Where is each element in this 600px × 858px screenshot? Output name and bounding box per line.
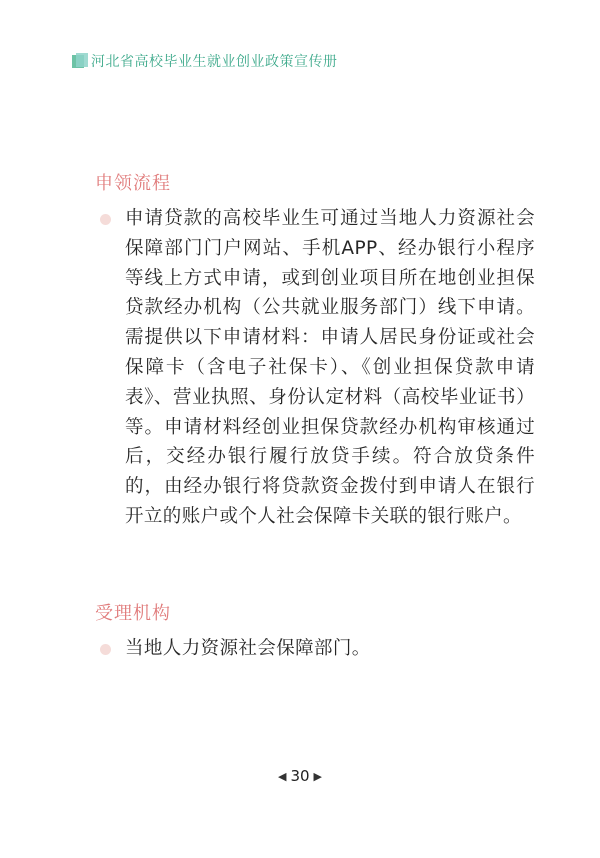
page-number: 30: [290, 767, 310, 785]
bullet-text: 申请贷款的高校毕业生可通过当地人力资源社会保障部门门户网站、手机APP、经办银行小程序等线上方式申请，或到创业项目所在地创业担保贷款经办机构（公共就业服务部门）线下申请。需提供以下申请材料：申请人居民身份证或社会保障卡（含电子社保卡）、《创业担保贷款申请表》、营业执照、身份认定材料（高校毕业证书）等。申请材料经创业担保贷款经办机构审核通过后，交经办银行履行放贷手续。符合放贷条件的，由经办银行将贷款资金拨付到申请人在银行开立的账户或个人社会保障卡关联的银行账户。: [125, 208, 535, 527]
section-title-application-process: 申领流程: [95, 173, 171, 194]
section-title-handling-agency: 受理机构: [95, 603, 171, 624]
bullet-text: 当地人力资源社会保障部门。: [125, 638, 371, 659]
bullet-item: [95, 204, 535, 532]
page-footer: [0, 767, 600, 785]
next-page-icon[interactable]: ▶: [313, 769, 323, 783]
book-icon: [72, 53, 88, 69]
bullet-dot-icon: [100, 214, 111, 225]
prev-page-icon[interactable]: ◀: [277, 769, 287, 783]
page-header: [72, 50, 338, 72]
bullet-dot-icon: [100, 644, 111, 655]
header-title: 河北省高校毕业生就业创业政策宣传册: [91, 54, 338, 70]
bullet-item: [95, 634, 535, 664]
